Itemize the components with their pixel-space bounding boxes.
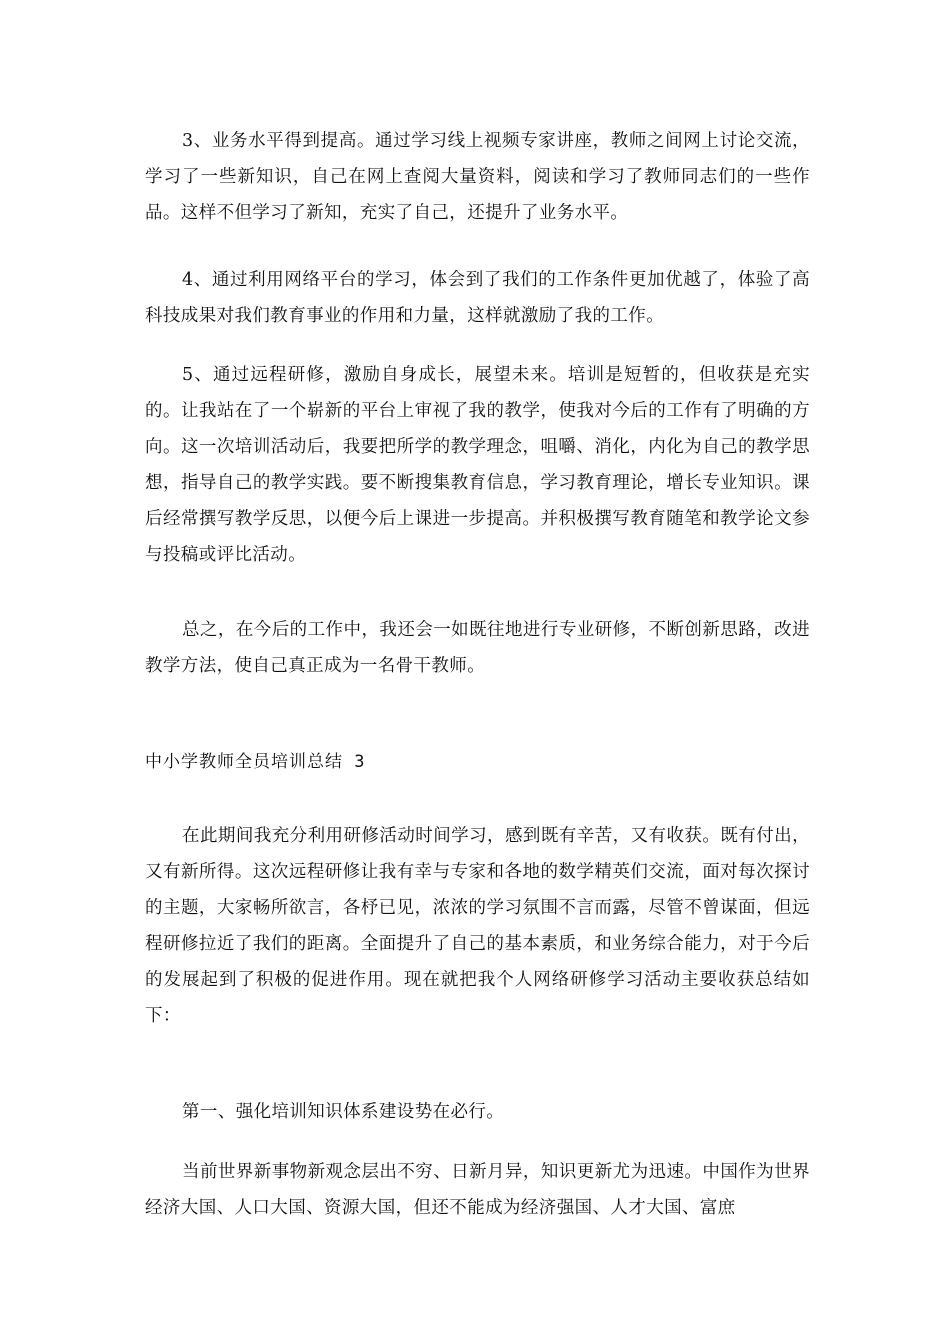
paragraph-item-3: 3、业务水平得到提高。通过学习线上视频专家讲座，教师之间网上讨论交流，学习了一些新知识，自己在网上查阅大量资料，阅读和学习了教师同志们的一些作品。这样不但学习了新知，充实了自己，还提升了业务水平。 bbox=[145, 131, 810, 223]
paragraph-intro: 在此期间我充分利用研修活动时间学习，感到既有辛苦，又有收获。既有付出，又有新所得。这次远程研修让我有幸与专家和各地的数学精英们交流，面对每次探讨的主题，大家畅所欲言，各杼已见，浓浓的学习氛围不言而露，尽管不曾谋面，但远程研修拉近了我们的距离。全面提升了自己的基本素质，和业务综合能力，对于今后的发展起到了积极的促进作用。现在就把我个人网络研修学习活动主要收获总结如下： bbox=[145, 826, 810, 1026]
section-heading: 中小学教师全员培训总结 3 bbox=[145, 752, 366, 772]
paragraph-summary: 总之，在今后的工作中，我还会一如既往地进行专业研修，不断创新思路，改进教学方法，使自己真正成为一名骨干教师。 bbox=[145, 620, 810, 676]
paragraph-item-4: 4、通过利用网络平台的学习，体会到了我们的工作条件更加优越了，体验了高科技成果对我们教育事业的作用和力量，这样就激励了我的工作。 bbox=[145, 270, 810, 326]
paragraph-item-5: 5、通过远程研修，激励自身成长，展望未来。培训是短暂的，但收获是充实的。让我站在了一个崭新的平台上审视了我的教学，使我对今后的工作有了明确的方向。这一次培训活动后，我要把所学的教学理念，咀嚼、消化，内化为自己的教学思想，指导自己的教学实践。要不断搜集教育信息，学习教育理论，增长专业知识。课后经常撰写教学反思，以便今后上课进一步提高。并积极撰写教育随笔和教学论文参与投稿或评比活动。 bbox=[145, 365, 810, 565]
paragraph-current-world: 当前世界新事物新观念层出不穷、日新月异，知识更新尤为迅速。中国作为世界经济大国、人口大国、资源大国，但还不能成为经济强国、人才大国、富庶 bbox=[145, 1162, 810, 1218]
paragraph-first-point: 第一、强化培训知识体系建设势在必行。 bbox=[182, 1102, 505, 1122]
